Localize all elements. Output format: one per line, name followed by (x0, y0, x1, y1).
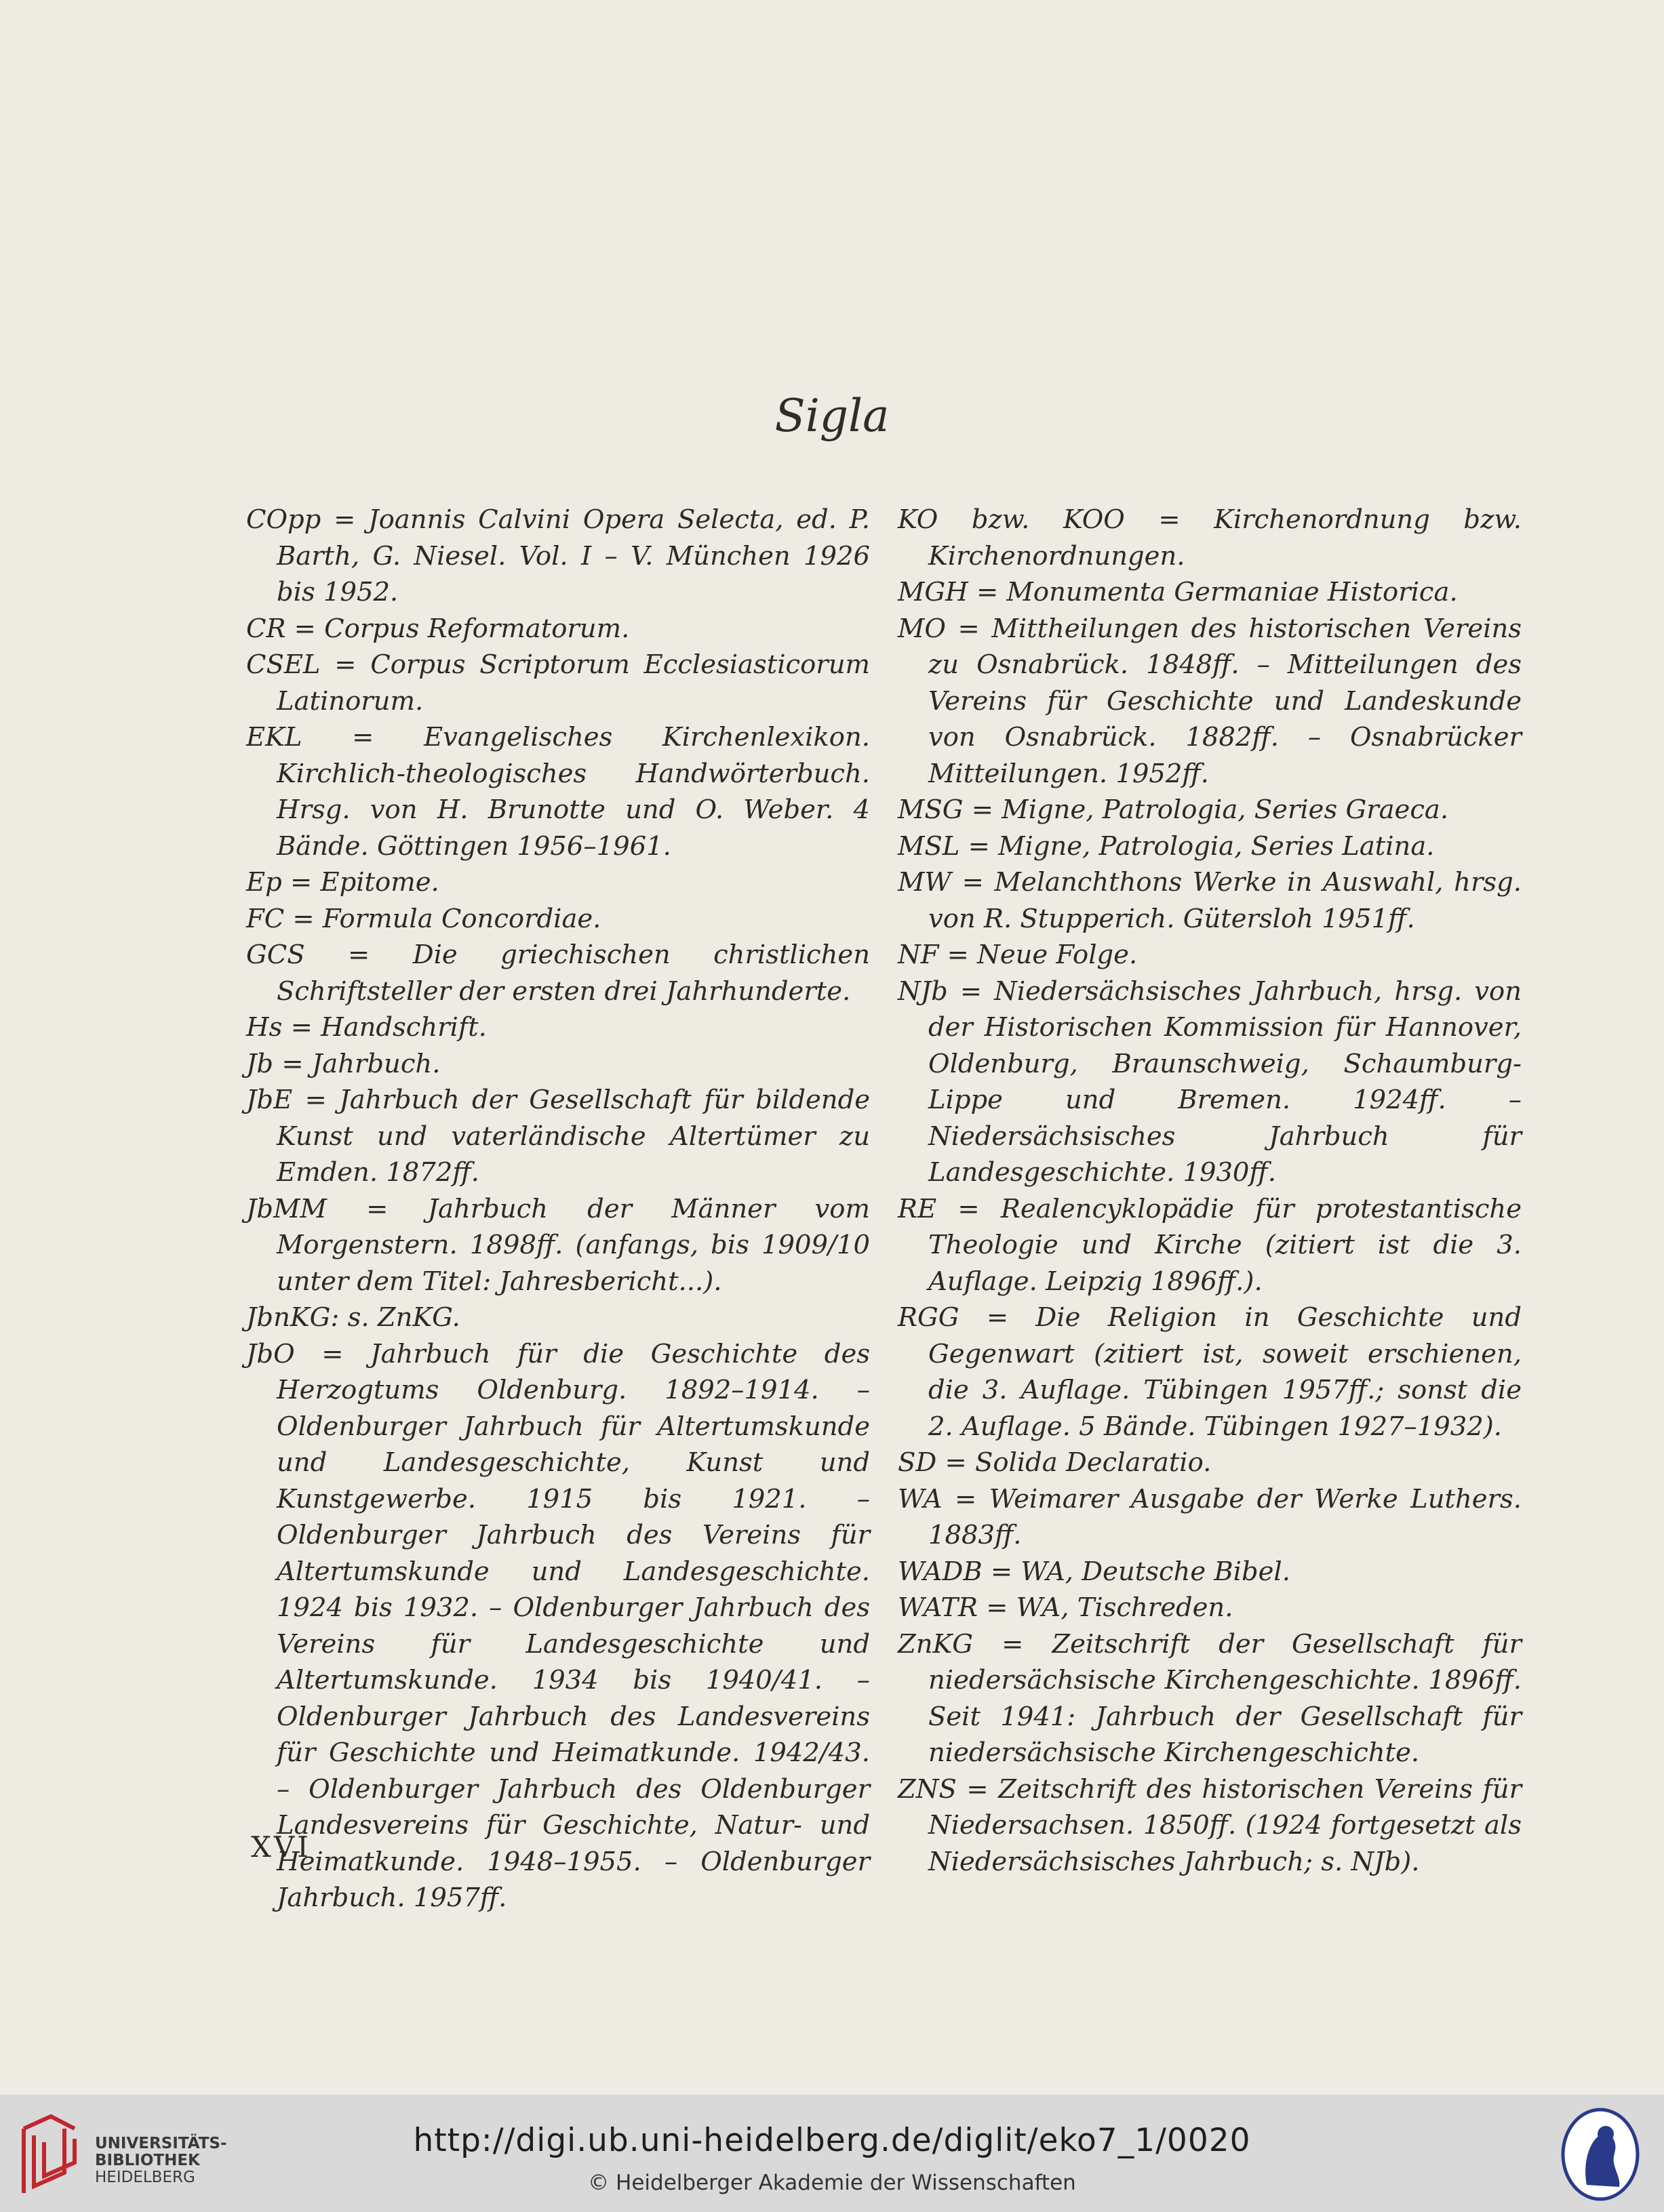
sigla-entry: MSL = Migne, Patrologia, Series Latina. (898, 830, 1435, 862)
sigla-entry: NF = Neue Folge. (898, 940, 1138, 970)
sigla-entry: CSEL = Corpus Scriptorum Ecclesiasticorum Latinorum. (246, 649, 870, 717)
sigla-entry: SD = Solida Declaratio. (898, 1447, 1212, 1478)
footer-bar (0, 2095, 1664, 2212)
sigla-entry: ZnKG = Zeitschrift der Gesellschaft für niedersächsische Kirchengeschichte. 1896ff. Seit 1941: Jahrbuch der Gesellschaft für niedersächsische Kirchengeschichte. (898, 1628, 1522, 1768)
sigla-entry: WATR = WA, Tischreden. (898, 1592, 1233, 1623)
sigla-entry: COpp = Joannis Calvini Opera Selecta, ed. P. Barth, G. Niesel. Vol. I – V. München 1926 bis 1952. (246, 504, 870, 607)
page-number: XVI (251, 1830, 311, 1864)
sigla-entry: NJb = Niedersächsisches Jahrbuch, hrsg. von der Historischen Kommission für Hannover, Oldenburg, Braunschweig, Schaumburg-Lippe und Bremen. 1924ff. – Niedersächsisches Jahrbuch für Landesgeschichte. 1930ff. (898, 976, 1522, 1188)
sigla-entry: RE = Realencyklopädie für protestantische Theologie und Kirche (zitiert ist die 3. Auflage. Leipzig 1896ff.). (898, 1193, 1522, 1297)
sigla-entry: FC = Formula Concordiae. (246, 903, 601, 934)
sigla-entry: JbnKG: s. ZnKG. (246, 1302, 460, 1333)
sigla-entry: Ep = Epitome. (246, 867, 439, 898)
sigla-entry: RGG = Die Religion in Geschichte und Gegenwart (zitiert ist, soweit erschienen, die 3. Auflage. Tübingen 1957ff.; sonst die 2. Auflage. 5 Bände. Tübingen 1927–1932). (898, 1302, 1522, 1442)
sigla-entry: WADB = WA, Deutsche Bibel. (898, 1556, 1290, 1587)
sigla-entry: MW = Melanchthons Werke in Auswahl, hrsg. von R. Stupperich. Gütersloh 1951ff. (898, 867, 1522, 934)
sigla-entry: JbMM = Jahrbuch der Männer vom Morgenstern. 1898ff. (anfangs, bis 1909/10 unter dem Titel: Jahresbericht...). (246, 1193, 870, 1297)
logo-line-3: HEIDELBERG (95, 2169, 195, 2186)
sigla-entry: GCS = Die griechischen christlichen Schriftsteller der ersten drei Jahrhunderte. (246, 940, 870, 1007)
right-column (898, 502, 1522, 1880)
sigla-entry: JbO = Jahrbuch für die Geschichte des Herzogtums Oldenburg. 1892–1914. – Oldenburger Jahrbuch für Altertumskunde und Landesgeschichte, Kunst und Kunstgewerbe. 1915 bis 1921. – Oldenburger Jahrbuch des Vereins für Altertumskunde und Landesgeschichte. 1924 bis 1932. – Oldenburger Jahrbuch des Vereins für Landesgeschichte und Altertumskunde. 1934 bis 1940/41. – Oldenburger Jahrbuch des Landesvereins für Geschichte und Heimatkunde. 1942/43. – Oldenburger Jahrbuch des Oldenburger Landesvereins für Geschichte, Natur- und Heimatkunde. 1948–1955. – Oldenburger Jahrbuch. 1957ff. (246, 1338, 870, 1913)
sigla-entry: MO = Mittheilungen des historischen Vereins zu Osnabrück. 1848ff. – Mitteilungen des Vereins für Geschichte und Landeskunde von Osnabrück. 1882ff. – Osnabrücker Mitteilungen. 1952ff. (898, 613, 1522, 789)
sigla-entry: Jb = Jahrbuch. (246, 1048, 441, 1079)
sigla-entry: WA = Weimarer Ausgabe der Werke Luthers. 1883ff. (898, 1483, 1522, 1550)
page-title: Sigla (774, 390, 890, 442)
sigla-entry: ZNS = Zeitschrift des historischen Vereins für Niedersachsen. 1850ff. (1924 fortgesetzt als Niedersächsisches Jahrbuch; s. NJb). (898, 1773, 1522, 1877)
logo-line-2: BIBLIOTHEK (95, 2152, 200, 2169)
sigla-entry: MSG = Migne, Patrologia, Series Graeca. (898, 795, 1449, 825)
left-column (246, 502, 870, 1916)
digital-library-url-link[interactable]: http://digi.ub.uni-heidelberg.de/diglit/eko7_1/0020 (413, 2122, 1251, 2159)
sigla-entry: MGH = Monumenta Germaniae Historica. (898, 577, 1458, 607)
sigla-entry: CR = Corpus Reformatorum. (246, 613, 630, 644)
sigla-entry: EKL = Evangelisches Kirchenlexikon. Kirchlich-theologisches Handwörterbuch. Hrsg. von H. Brunotte und O. Weber. 4 Bände. Göttingen 1956–1961. (246, 722, 870, 862)
sigla-entry: KO bzw. KOO = Kirchenordnung bzw. Kirchenordnungen. (898, 504, 1522, 571)
logo-line-1: UNIVERSITÄTS- (95, 2135, 227, 2152)
copyright-notice: © Heidelberger Akademie der Wissenschaften (588, 2171, 1076, 2195)
sigla-entry: Hs = Handschrift. (246, 1012, 487, 1043)
academy-seal-icon[interactable] (1560, 2107, 1641, 2202)
sigla-entry: JbE = Jahrbuch der Gesellschaft für bildende Kunst und vaterländische Altertümer zu Emden. 1872ff. (246, 1085, 870, 1188)
